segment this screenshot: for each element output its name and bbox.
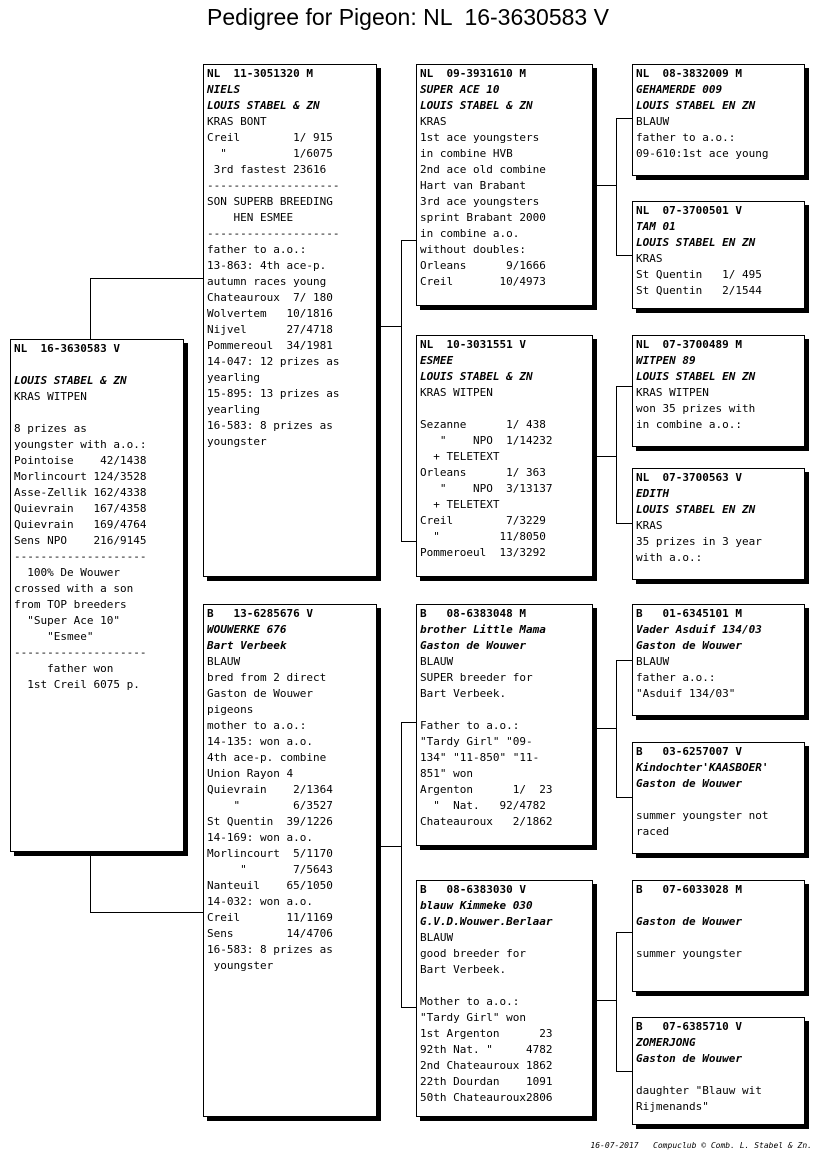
card-ssd [632, 201, 805, 309]
card-line: WOUWERKE 676 [207, 623, 287, 636]
card-line: in combine HVB [420, 147, 513, 160]
card-line: BLAUW [636, 115, 670, 128]
card-line: 8 prizes as [14, 422, 87, 435]
card-sire [203, 64, 377, 577]
card-line: SUPER ACE 10 [420, 83, 500, 96]
ring-number: NL 08-3832009 M [636, 67, 742, 80]
card-line: Gaston de Wouwer [420, 639, 526, 652]
card-line: Nanteuil 65/1050 [207, 879, 333, 892]
ring-number: NL 07-3700563 V [636, 471, 742, 484]
ring-number: B 03-6257007 V [636, 745, 742, 758]
card-dds [632, 880, 805, 992]
card-line: youngster [207, 959, 274, 972]
card-line [420, 401, 589, 417]
connector-sire-grandparents [377, 326, 401, 327]
card-line: LOUIS STABEL & ZN [420, 99, 533, 112]
card-line: KRAS BONT [207, 115, 267, 128]
card-line: Pommereoul 34/1981 [207, 339, 333, 352]
card-line: LOUIS STABEL EN ZN [636, 370, 756, 383]
card-line: Asse-Zellik 162/4338 [14, 486, 147, 499]
card-line: Bart Verbeek [207, 639, 287, 652]
card-sss [632, 64, 805, 176]
card-line: Pointoise 42/1438 [14, 454, 147, 467]
card-line [14, 357, 180, 373]
card-line: Quievrain 167/4358 [14, 502, 147, 515]
ring-number: B 08-6383048 M [420, 607, 526, 620]
card-line: " NPO 3/13137 [420, 482, 553, 495]
card-line: autumn races young [207, 275, 327, 288]
card-line [14, 405, 180, 421]
card-line: 14-135: won a.o. [207, 735, 313, 748]
ring-number: B 08-6383030 V [420, 883, 526, 896]
card-line: Gaston de Wouwer [207, 687, 313, 700]
card-line: " 1/6075 [207, 147, 333, 160]
card-line: GEHAMERDE 009 [636, 83, 723, 96]
card-line: without doubles: [420, 243, 526, 256]
card-line: Gaston de Wouwer [636, 777, 742, 790]
card-line: 14-032: won a.o. [207, 895, 313, 908]
card-line: 13-863: 4th ace-p. [207, 259, 327, 272]
card-line: 3rd ace youngsters [420, 195, 540, 208]
connector-dd-out [593, 1000, 616, 1001]
card-sire-sire [416, 64, 593, 306]
card-line: SON SUPERB BREEDING [207, 195, 333, 208]
ring-number: NL 09-3931610 M [420, 67, 526, 80]
card-line: Nijvel 27/4718 [207, 323, 333, 336]
card-line: " 11/8050 [420, 530, 546, 543]
ring-number: NL 10-3031551 V [420, 338, 526, 351]
card-sdd [632, 468, 805, 580]
card-line: 50th Chateauroux2806 [420, 1091, 553, 1104]
card-line: 851" won [420, 767, 473, 780]
card-dss [632, 604, 805, 716]
card-line: NIELS [207, 83, 241, 96]
card-line: Creil 11/1169 [207, 911, 333, 924]
card-line: 4th ace-p. combine [207, 751, 327, 764]
connector-sd-branch [616, 386, 633, 524]
card-line: ESMEE [420, 354, 454, 367]
footer-credit: Compuclub © Comb. L. Stabel & Zn. [653, 1141, 812, 1150]
card-line: BLAUW [420, 655, 454, 668]
ring-number: B 07-6385710 V [636, 1020, 742, 1033]
card-line: 22th Dourdan 1091 [420, 1075, 553, 1088]
card-line: 14-169: won a.o. [207, 831, 313, 844]
card-line: won 35 prizes with [636, 402, 756, 415]
card-line: 3rd fastest 23616 [207, 163, 327, 176]
card-line: G.V.D.Wouwer.Berlaar [420, 915, 553, 928]
card-line [420, 702, 589, 718]
card-line: Sezanne 1/ 438 [420, 418, 546, 431]
card-line: -------------------- [207, 227, 340, 240]
card-dsd [632, 742, 805, 854]
card-line: "Tardy Girl" "09- [420, 735, 533, 748]
card-line: Chateauroux 7/ 180 [207, 291, 333, 304]
card-line: Gaston de Wouwer [636, 1052, 742, 1065]
card-line [636, 898, 801, 914]
ring-number: B 07-6033028 M [636, 883, 742, 896]
card-line: HEN ESMEE [207, 211, 294, 224]
card-line: LOUIS STABEL EN ZN [636, 99, 756, 112]
card-line: mother to a.o.: [207, 719, 307, 732]
ring-number: B 13-6285676 V [207, 607, 313, 620]
card-line: St Quentin 1/ 495 [636, 268, 762, 281]
connector-ss-out [593, 185, 616, 186]
card-dam-dam [416, 880, 593, 1117]
card-line: SUPER breeder for [420, 671, 533, 684]
ring-number: NL 07-3700489 M [636, 338, 742, 351]
connector-subject-sire [90, 278, 205, 341]
card-line: "Asduif 134/03" [636, 687, 736, 700]
card-line: Union Rayon 4 [207, 767, 294, 780]
card-line: 16-583: 8 prizes as [207, 419, 333, 432]
card-line: Creil 1/ 915 [207, 131, 333, 144]
card-line: Hart van Brabant [420, 179, 526, 192]
card-line: Pommeroeul 13/3292 [420, 546, 546, 559]
connector-subject-dam [90, 852, 205, 913]
card-sds [632, 335, 805, 447]
card-line: " Nat. 92/4782 [420, 799, 546, 812]
card-line: Orleans 1/ 363 [420, 466, 546, 479]
card-line: + TELETEXT [420, 498, 500, 511]
card-line: yearling [207, 403, 260, 416]
card-line: 16-583: 8 prizes as [207, 943, 333, 956]
footer [590, 1141, 812, 1150]
card-line: Creil 10/4973 [420, 275, 546, 288]
card-line: father won [14, 662, 114, 675]
card-line: "Super Ace 10" [14, 614, 120, 627]
page-title: Pedigree for Pigeon: NL 16-3630583 V [207, 4, 609, 30]
ring-number: NL 07-3700501 V [636, 204, 742, 217]
card-line: Morlincourt 124/3528 [14, 470, 147, 483]
card-line: " NPO 1/14232 [420, 434, 553, 447]
card-line: KRAS WITPEN [636, 386, 709, 399]
card-line: brother Little Mama [420, 623, 546, 636]
card-dam-sire [416, 604, 593, 846]
card-line: 2nd ace old combine [420, 163, 546, 176]
card-line: 92th Nat. " 4782 [420, 1043, 553, 1056]
connector-sd-out [593, 456, 616, 457]
card-line: " 7/5643 [207, 863, 333, 876]
card-line [636, 1067, 801, 1083]
card-line: 09-610:1st ace young [636, 147, 769, 160]
card-line: "Esmee" [14, 630, 94, 643]
card-line: LOUIS STABEL & ZN [207, 99, 320, 112]
card-subject [10, 339, 184, 852]
connector-ds-out [593, 728, 616, 729]
card-line: blauw Kimmeke 030 [420, 899, 533, 912]
card-line: summer youngster [636, 947, 742, 960]
card-line: raced [636, 825, 670, 838]
footer-date: 16-07-2017 [590, 1141, 639, 1150]
card-line: 1st ace youngsters [420, 131, 540, 144]
card-line: 1st Argenton 23 [420, 1027, 553, 1040]
card-line: BLAUW [636, 655, 670, 668]
card-line: Orleans 9/1666 [420, 259, 546, 272]
connector-dam-grandparents [377, 846, 401, 847]
card-line: St Quentin 39/1226 [207, 815, 333, 828]
card-line: LOUIS STABEL & ZN [14, 374, 127, 387]
card-line: + TELETEXT [420, 450, 500, 463]
card-line: in combine a.o. [420, 227, 520, 240]
card-line: good breeder for [420, 947, 526, 960]
card-sire-dam [416, 335, 593, 577]
card-line: 100% De Wouwer [14, 566, 120, 579]
card-line [420, 978, 589, 994]
card-line: KRAS [420, 115, 447, 128]
card-line: KRAS [636, 519, 663, 532]
card-ddd [632, 1017, 805, 1125]
card-line: 1st Creil 6075 p. [14, 678, 140, 691]
card-line: Sens 14/4706 [207, 927, 333, 940]
card-line: from TOP breeders [14, 598, 127, 611]
ring-number: B 01-6345101 M [636, 607, 742, 620]
card-line: Gaston de Wouwer [636, 915, 742, 928]
card-line: 134" "11-850" "11- [420, 751, 540, 764]
card-line: -------------------- [14, 550, 147, 563]
card-line: summer youngster not [636, 809, 769, 822]
card-line: Gaston de Wouwer [636, 639, 742, 652]
card-line: BLAUW [420, 931, 454, 944]
card-line: LOUIS STABEL EN ZN [636, 236, 756, 249]
card-line: Mother to a.o.: [420, 995, 520, 1008]
card-line: Wolvertem 10/1816 [207, 307, 333, 320]
card-line: -------------------- [207, 179, 340, 192]
card-line: bred from 2 direct [207, 671, 327, 684]
card-line: LOUIS STABEL & ZN [420, 370, 533, 383]
card-line: daughter "Blauw wit [636, 1084, 762, 1097]
card-line: Bart Verbeek. [420, 687, 507, 700]
card-line: yearling [207, 371, 260, 384]
card-line: 14-047: 12 prizes as [207, 355, 340, 368]
ring-number: NL 16-3630583 V [14, 342, 120, 355]
card-line: " 6/3527 [207, 799, 333, 812]
card-line: KRAS [636, 252, 663, 265]
card-line: ZOMERJONG [636, 1036, 696, 1049]
card-line: Quievrain 169/4764 [14, 518, 147, 531]
card-line: father a.o.: [636, 671, 716, 684]
card-line: youngster [207, 435, 267, 448]
card-line: WITPEN 89 [636, 354, 696, 367]
card-line: youngster with a.o.: [14, 438, 147, 451]
card-line: Chateauroux 2/1862 [420, 815, 553, 828]
card-line: 35 prizes in 3 year [636, 535, 762, 548]
card-line: St Quentin 2/1544 [636, 284, 762, 297]
ring-number: NL 11-3051320 M [207, 67, 313, 80]
card-line: Kindochter'KAASBOER' [636, 761, 769, 774]
card-dam [203, 604, 377, 1117]
card-line: father to a.o.: [207, 243, 307, 256]
card-line: -------------------- [14, 646, 147, 659]
card-line: Sens NPO 216/9145 [14, 534, 147, 547]
card-line: 15-895: 13 prizes as [207, 387, 340, 400]
card-line: EDITH [636, 487, 670, 500]
card-line: Quievrain 2/1364 [207, 783, 333, 796]
card-line: crossed with a son [14, 582, 134, 595]
card-line: "Tardy Girl" won [420, 1011, 526, 1024]
card-line: with a.o.: [636, 551, 703, 564]
card-line: Rijmenands" [636, 1100, 709, 1113]
card-line: father to a.o.: [636, 131, 736, 144]
card-line: Morlincourt 5/1170 [207, 847, 333, 860]
card-line [636, 930, 801, 946]
card-line: sprint Brabant 2000 [420, 211, 546, 224]
card-line: TAM 01 [636, 220, 676, 233]
connector-ss-branch [616, 118, 633, 256]
connector-ds-branch [616, 660, 633, 798]
card-line: Bart Verbeek. [420, 963, 507, 976]
card-line: Argenton 1/ 23 [420, 783, 553, 796]
card-line [636, 792, 801, 808]
card-line: Creil 7/3229 [420, 514, 546, 527]
card-line: pigeons [207, 703, 254, 716]
card-line: LOUIS STABEL EN ZN [636, 503, 756, 516]
card-line: BLAUW [207, 655, 241, 668]
card-line: Father to a.o.: [420, 719, 520, 732]
card-line: KRAS WITPEN [14, 390, 87, 403]
card-line: KRAS WITPEN [420, 386, 493, 399]
card-line: in combine a.o.: [636, 418, 742, 431]
card-line: 2nd Chateauroux 1862 [420, 1059, 553, 1072]
connector-dd-branch [616, 932, 633, 1072]
card-line: Vader Asduif 134/03 [636, 623, 762, 636]
